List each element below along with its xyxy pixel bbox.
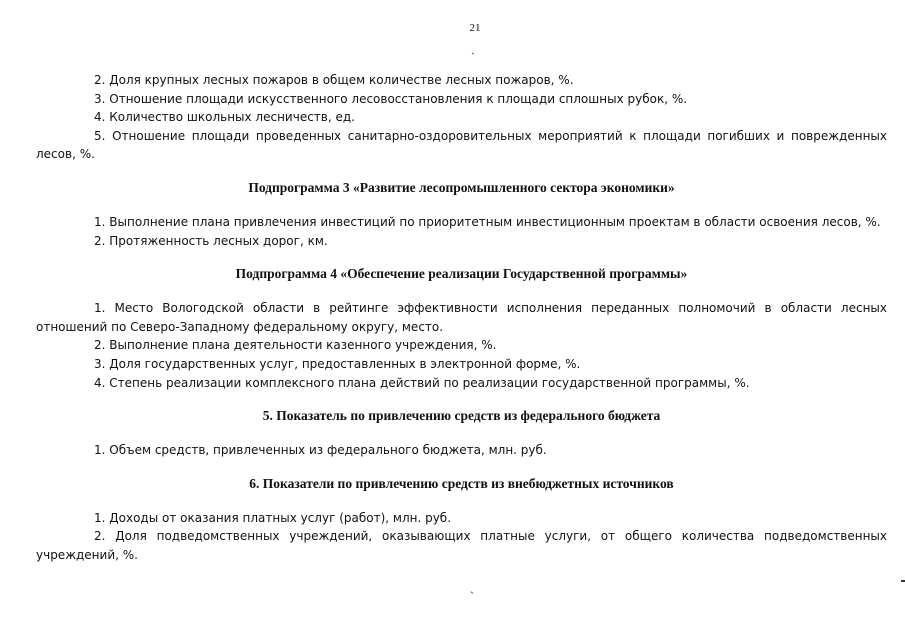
item-federal-1: 1. Объем средств, привлеченных из федерального бюджета, млн. руб. bbox=[94, 443, 547, 458]
item-subprogram2-3: 3. Отношение площади искусственного лесовосстановления к площади сплошных рубок, %. bbox=[94, 91, 688, 106]
item-subprogram4-4: 4. Степень реализации комплексного плана действий по реализации государственной программы, %. bbox=[94, 375, 750, 390]
heading-subprogram-3: Подпрограмма 3 «Развитие лесопромышленного сектора экономики» bbox=[248, 179, 675, 195]
scan-mark-bottom: ` bbox=[470, 589, 474, 603]
item-subprogram4-3: 3. Доля государственных услуг, предоставленных в электронной форме, %. bbox=[94, 356, 581, 371]
document-body bbox=[36, 71, 887, 565]
scan-edge-mark bbox=[901, 580, 905, 582]
item-subprogram2-5: 5. Отношение площади проведенных санитарно-оздоровительных мероприятий к площади погибших и поврежденных лесов, %. bbox=[36, 128, 887, 162]
heading-federal-budget: 5. Показатель по привлечению средств из федерального бюджета bbox=[262, 408, 661, 424]
item-subprogram4-1: 1. Место Вологодской области в рейтинге эффективности исполнения переданных полномочий в области лесных отношений по Северо-Западному федеральному округу, место. bbox=[36, 301, 887, 334]
heading-subprogram-4: Подпрограмма 4 «Обеспечение реализации Государственной программы» bbox=[235, 266, 688, 282]
item-subprogram3-2: 2. Протяженность лесных дорог, км. bbox=[94, 233, 328, 248]
heading-extrabudgetary: 6. Показатели по привлечению средств из внебюджетных источников bbox=[249, 475, 674, 491]
item-extrabudgetary-2: 2. Доля подведомственных учреждений, оказывающих платные услуги, от общего количества подведомственных учреждений, %. bbox=[36, 529, 887, 562]
item-subprogram2-2: 2. Доля крупных лесных пожаров в общем количестве лесных пожаров, %. bbox=[94, 73, 574, 87]
item-subprogram3-1: 1. Выполнение плана привлечения инвестиций по приоритетным инвестиционным проектам в области освоения лесов, %. bbox=[94, 214, 881, 229]
item-subprogram2-4: 4. Количество школьных лесничеств, ед. bbox=[94, 110, 355, 125]
page-number: 21 bbox=[469, 22, 481, 34]
item-extrabudgetary-1: 1. Доходы от оказания платных услуг (работ), млн. руб. bbox=[94, 510, 452, 525]
item-subprogram4-2: 2. Выполнение плана деятельности казенного учреждения, %. bbox=[94, 338, 497, 353]
scan-mark-top: ` bbox=[471, 50, 475, 64]
